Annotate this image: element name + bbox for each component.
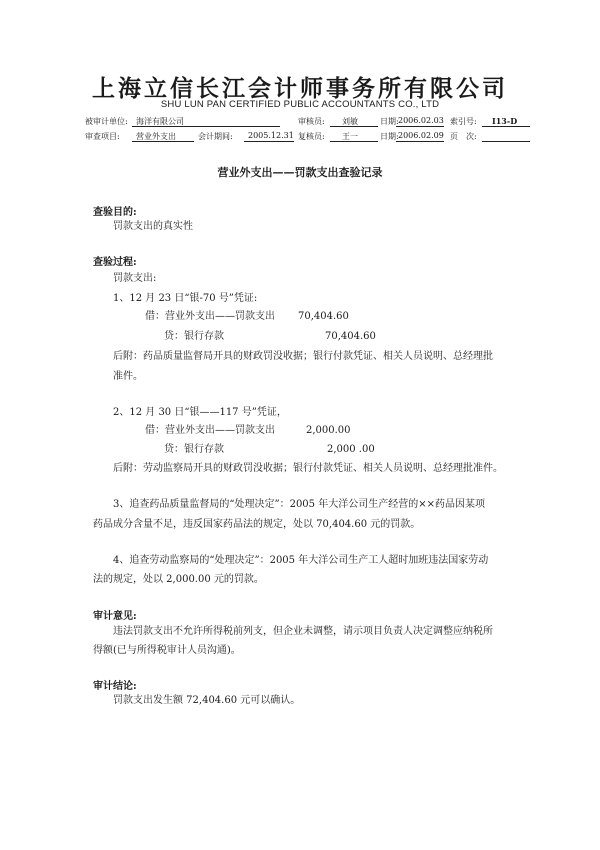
firm-name: 上海立信长江会计师事务所有限公司	[92, 75, 508, 102]
item2-voucher: 2、12 月 30 日“银——117 号”凭证，	[113, 407, 287, 418]
review-date-label: 日期:	[380, 117, 399, 126]
rechecker-label: 复核员:	[298, 132, 325, 141]
conclusion-heading: 审计结论:	[93, 681, 137, 692]
item2-credit-amount: 2,000 .00	[327, 444, 375, 455]
item3-decision: 3、追查药品质量监督局的“处理决定”：2005 年大洋公司生产经营的××药品因某项	[113, 499, 485, 510]
audit-item-label: 审查项目:	[85, 132, 120, 141]
opinion-text-cont: 得额(已与所得税审计人员沟通)。	[93, 645, 241, 656]
client-underline	[132, 126, 280, 127]
review-date-value: 2006.02.03	[398, 116, 444, 125]
client-value: 海洋有限公司	[136, 117, 184, 126]
reviewer-underline	[330, 126, 378, 127]
period-value: 2005.12.31	[248, 131, 294, 140]
index-label: 索引号:	[450, 117, 477, 126]
conclusion-text: 罚款支出发生额 72,404.60 元可以确认。	[113, 695, 301, 706]
firm-name-english: SHU LUN PAN CERTIFIED PUBLIC ACCOUNTANTS CO., LTD	[160, 99, 440, 110]
item1-credit-label: 贷：银行存款	[164, 331, 224, 342]
document-title: 营业外支出——罚款支出查验记录	[217, 166, 383, 179]
page-label: 页 次:	[450, 132, 477, 141]
item2-credit-label: 贷：银行存款	[164, 444, 224, 455]
purpose-text: 罚款支出的真实性	[113, 221, 193, 232]
item3-decision-cont: 药品成分含量不足，违反国家药品法的规定，处以 70,404.60 元的罚款。	[93, 519, 421, 530]
recheck-date-label: 日期:	[380, 132, 399, 141]
opinion-heading: 审计意见:	[93, 611, 137, 622]
purpose-heading: 查验目的:	[93, 207, 137, 218]
item4-decision: 4、追查劳动监察局的“处理决定”：2005 年大洋公司生产工人超时加班违法国家劳动	[113, 555, 489, 566]
rechecker-value: 王一	[342, 132, 358, 141]
item1-debit-label: 借：营业外支出——罚款支出	[145, 311, 275, 322]
process-heading: 查验过程:	[93, 257, 137, 268]
audit-item-underline	[132, 141, 194, 142]
item1-debit-amount: 70,404.60	[298, 311, 349, 322]
index-value: I13-D	[492, 116, 518, 126]
item1-attachments: 后附：药品质量监督局开具的财政罚没收据；银行付款凭证、相关人员说明、总经理批	[113, 351, 493, 362]
opinion-text: 违法罚款支出不允许所得税前列支，但企业未调整，请示项目负责人决定调整应纳税所	[113, 626, 493, 637]
item4-decision-cont: 法的规定，处以 2,000.00 元的罚款。	[93, 574, 264, 585]
process-intro: 罚款支出:	[113, 273, 157, 284]
index-underline	[482, 126, 530, 127]
page-underline	[482, 141, 530, 142]
period-underline	[244, 141, 294, 142]
item1-attachments-cont: 准件。	[113, 371, 143, 382]
reviewer-value: 刘敏	[342, 117, 358, 126]
item1-credit-amount: 70,404.60	[325, 331, 376, 342]
recheck-date-underline	[396, 141, 444, 142]
period-label: 会计期间:	[198, 132, 233, 141]
review-date-underline	[396, 126, 444, 127]
recheck-date-value: 2006.02.09	[398, 131, 444, 140]
item1-voucher: 1、12 月 23 日“银-70 号”凭证:	[113, 293, 258, 304]
client-label: 被审计单位:	[85, 117, 128, 126]
item2-attachments: 后附：劳动监察局开具的财政罚没收据；银行付款凭证、相关人员说明、总经理批准件。	[113, 463, 503, 474]
audit-item-value: 营业外支出	[136, 132, 176, 141]
reviewer-label: 审核员:	[298, 117, 325, 126]
rechecker-underline	[330, 141, 378, 142]
item2-debit-label: 借：营业外支出——罚款支出	[145, 425, 275, 436]
item2-debit-amount: 2,000.00	[306, 425, 351, 436]
